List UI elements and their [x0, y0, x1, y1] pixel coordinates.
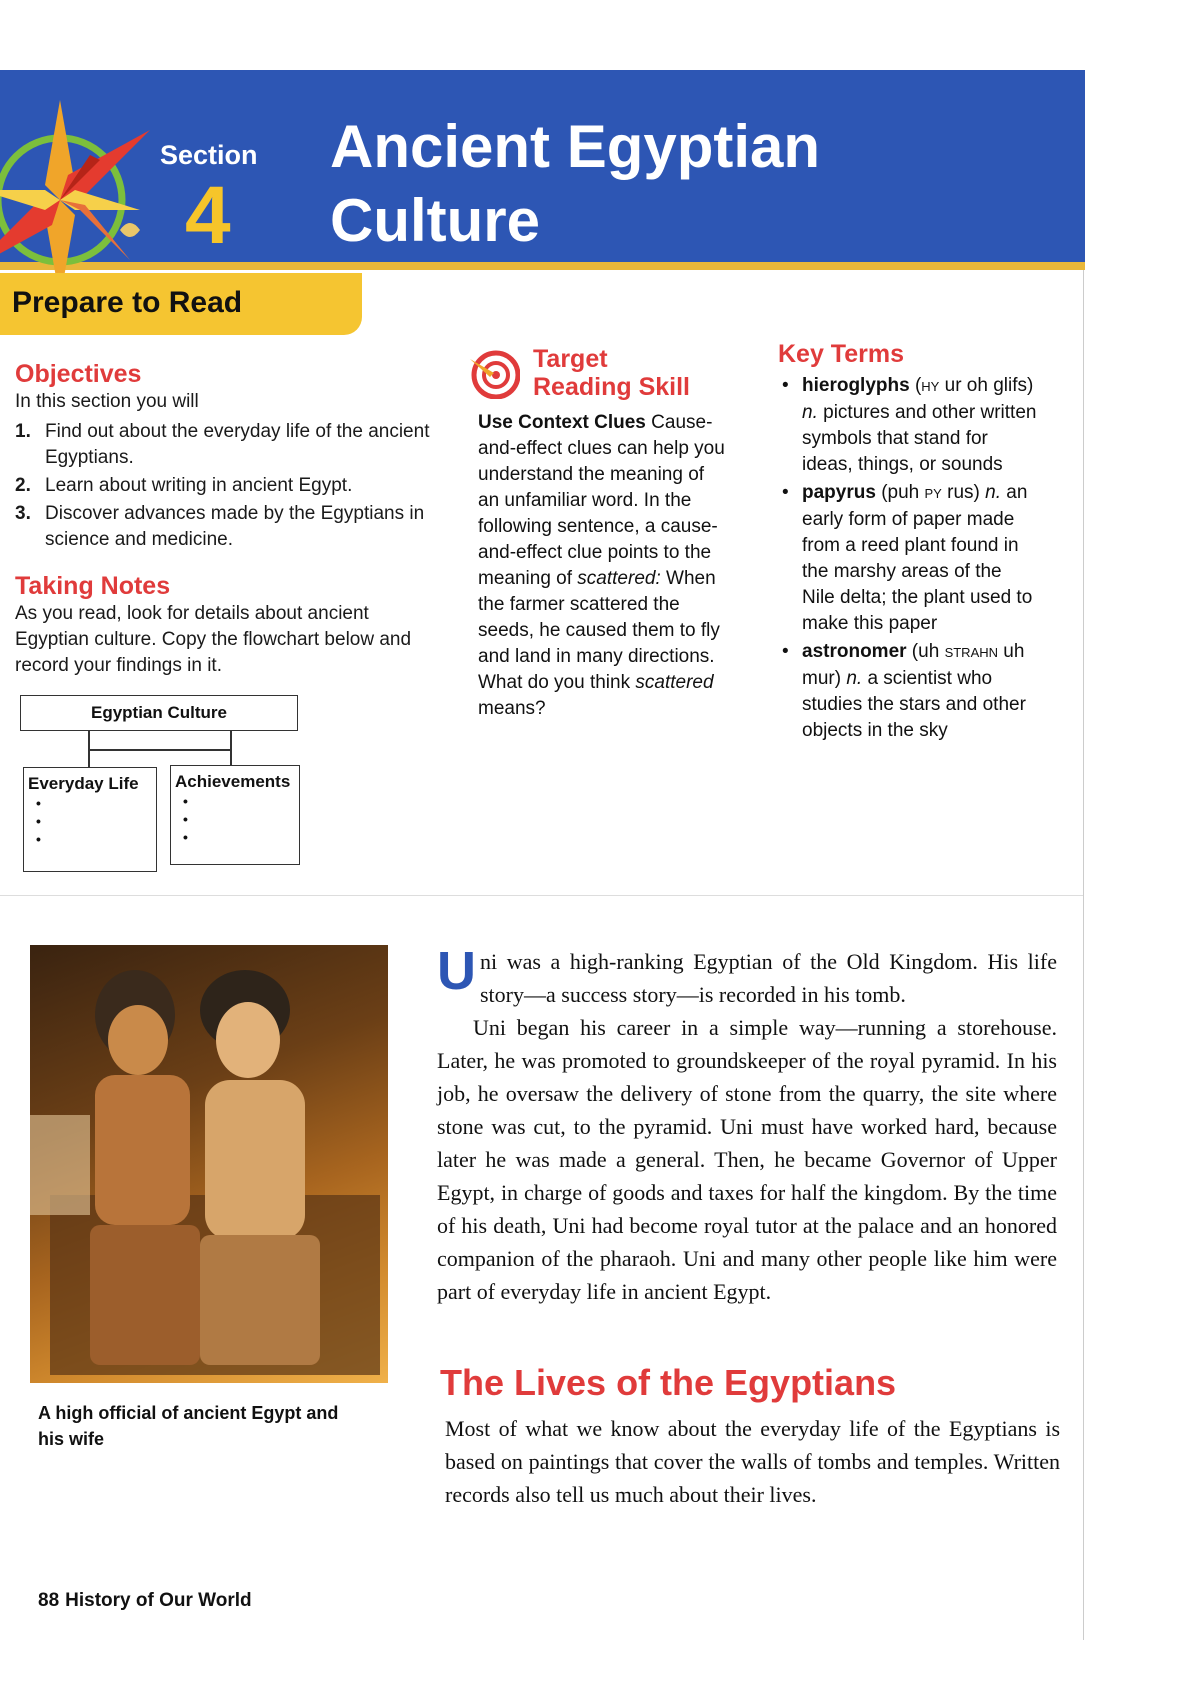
reading-skill-text	[478, 410, 728, 722]
skill-text-1: Cause-and-effect clues can help you understand the meaning of an unfamiliar word. In the following sentence, a cause-and-effect clue points to the meaning of	[478, 412, 725, 589]
bullet: •	[183, 811, 188, 827]
item-number: 2.	[15, 475, 31, 496]
part-of-speech: n.	[802, 402, 818, 423]
pronunciation: rus)	[941, 482, 986, 503]
part-of-speech: n.	[985, 482, 1001, 503]
connector	[230, 749, 232, 765]
photo-caption: A high official of ancient Egypt and his wife	[38, 1403, 339, 1449]
bullet: •	[183, 829, 188, 845]
title-line-1: Ancient Egyptian	[330, 113, 821, 180]
bullet: •	[36, 813, 41, 829]
key-terms-list	[778, 373, 1038, 744]
objectives-section	[15, 360, 455, 555]
bullet: •	[36, 795, 41, 811]
skill-text-3: means?	[478, 698, 546, 719]
connector	[230, 731, 232, 749]
reading-skill-heading-line1: Target	[533, 345, 608, 373]
pronunciation: (uh	[906, 641, 945, 662]
flowchart-everyday-label: Everyday Life	[28, 774, 139, 793]
pronunciation: (	[909, 375, 922, 396]
statue-photo	[30, 945, 388, 1383]
section-number: 4	[185, 170, 231, 261]
definition: an early form of paper made from a reed plant found in the marshy areas of the Nile delta; the plant used to make this paper	[802, 482, 1033, 634]
item-text: Find out about the everyday life of the ancient Egyptians.	[45, 421, 430, 468]
pronunciation-stress: PY	[924, 486, 942, 501]
definition: pictures and other written symbols that stand for ideas, things, or sounds	[802, 402, 1037, 475]
connector	[88, 749, 232, 751]
objectives-intro: In this section you will	[15, 391, 199, 412]
flowchart-achievements-box	[170, 765, 300, 865]
key-term-item	[778, 373, 1038, 478]
section-label: Section	[160, 140, 258, 170]
list-item	[15, 473, 455, 499]
paragraph-text: ni was a high-ranking Egyptian of the Old Kingdom. His life story—a success story—is recorded in his tomb.	[480, 949, 1057, 1007]
target-icon	[468, 347, 520, 399]
prepare-heading: Prepare to Read	[12, 286, 243, 319]
reading-skill-heading	[533, 345, 690, 401]
key-term: astronomer	[802, 641, 907, 662]
part-of-speech: n.	[846, 668, 863, 689]
skill-word-1: scattered:	[577, 568, 661, 589]
objectives-list	[15, 419, 455, 553]
objectives-heading: Objectives	[15, 360, 142, 388]
page-edge-rule	[1083, 270, 1084, 1640]
pronunciation: ur oh glifs)	[939, 375, 1034, 396]
flowchart-everyday-box	[23, 767, 157, 872]
item-number: 1.	[15, 421, 31, 442]
lives-heading: The Lives of the Egyptians	[440, 1362, 897, 1403]
reading-skill-heading-line2: Reading Skill	[533, 373, 690, 401]
list-item	[15, 501, 455, 553]
story-paragraph-2: Uni began his career in a simple way—running a storehouse. Later, he was promoted to groundskeeper of the royal pyramid. In his job, he oversaw the delivery of stone from the quarry, the site where stone was cut, to the pyramid. Uni must have worked hard, because later he was made a general. Then, he became Governor of Upper Egypt, in charge of goods and taxes for half the kingdom. By the time of his death, Uni had become royal tutor at the palace and an honored companion of the pharaoh. Uni and many other people like him were part of everyday life in ancient Egypt.	[437, 1015, 1057, 1304]
list-item	[15, 419, 455, 471]
statue-illustration	[30, 945, 388, 1383]
skill-word-2: scattered	[635, 672, 714, 693]
key-term: hieroglyphs	[802, 375, 910, 396]
taking-notes-section	[15, 572, 435, 679]
item-text: Discover advances made by the Egyptians in science and medicine.	[45, 503, 425, 550]
flowchart-achievements-label: Achievements	[175, 772, 291, 791]
definition: a scientist who studies the stars and other objects in the sky	[802, 668, 1026, 741]
pronunciation: (puh	[875, 482, 925, 503]
flowchart-top-box: Egyptian Culture	[20, 695, 298, 731]
item-number: 3.	[15, 503, 31, 524]
key-term-item	[778, 480, 1038, 637]
connector	[88, 731, 90, 749]
story-paragraph-1	[437, 941, 1057, 1011]
connector	[88, 749, 90, 767]
key-term: papyrus	[802, 482, 876, 503]
skill-text-2: When the farmer scattered the seeds, he caused them to fly and land in many directions. What do you think	[478, 568, 720, 693]
pronunciation-stress: STRAHN	[944, 645, 999, 660]
book-title: History of Our World	[65, 1590, 252, 1611]
skill-lead: Use Context Clues	[478, 412, 646, 433]
key-term-item	[778, 639, 1038, 744]
page-number: 88	[38, 1590, 60, 1611]
taking-notes-text: As you read, look for details about ancient Egyptian culture. Copy the flowchart below and record your findings in it.	[15, 603, 412, 676]
page-footer	[38, 1590, 252, 1612]
culture-flowchart	[20, 695, 300, 875]
pronunciation: uh mur)	[802, 641, 1025, 689]
compass-rose-icon	[0, 60, 190, 290]
key-terms-heading: Key Terms	[778, 340, 904, 368]
lives-paragraph: Most of what we know about the everyday life of the Egyptians is based on paintings that cover the walls of tombs and temples. Written records also tell us much about their lives.	[445, 1416, 1060, 1507]
item-text: Learn about writing in ancient Egypt.	[45, 475, 353, 496]
intro-story	[437, 941, 1057, 1308]
pronunciation-stress: HY	[921, 379, 940, 394]
drop-cap: U	[437, 941, 476, 1001]
section-divider	[0, 895, 1083, 896]
bullet: •	[183, 793, 188, 809]
taking-notes-heading: Taking Notes	[15, 572, 171, 600]
key-terms-section	[778, 340, 1038, 746]
bullet: •	[36, 831, 41, 847]
page-title	[330, 110, 1030, 258]
title-line-2: Culture	[330, 187, 540, 254]
